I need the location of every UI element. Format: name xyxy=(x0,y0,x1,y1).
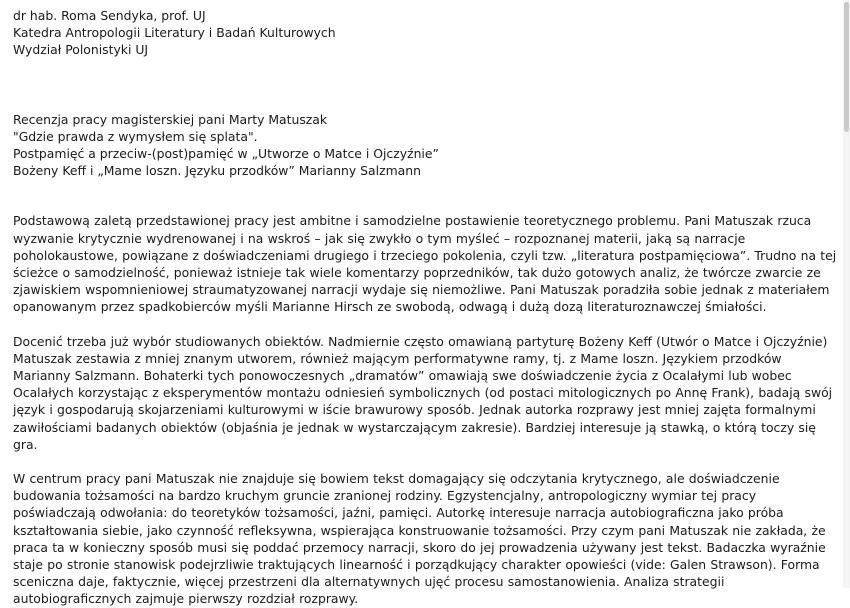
review-title-line-4: Bożeny Keff i „Mame loszn. Języku przodków” Marianny Salzmann xyxy=(13,163,421,179)
review-title-line-3: Postpamięć a przeciw-(post)pamięć w „Utworze o Matce i Ojczyźnie” xyxy=(13,146,439,162)
spacer xyxy=(13,453,838,470)
paragraph-2: Docenić trzeba już wybór studiowanych obiektów. Nadmiernie często omawianą partyturę Bożeny Keff (Utwór o Matce i Ojczyźnie) Matuszak zestawia z mniej znanym utworem, również mającym performatywne ramy, tj. z Mame loszn. Językiem przodków Marianny Salzmann. Bohaterki tych ponowoczesnych „dramatów” omawiają swe doświadczenie życia z Ocalałymi lub wobec Ocalałych korzystając z eksperymentów montażu odniesień symbolicznych (od postaci mitologicznych po Annę Frank), badają swój język i gospodarują skojarzeniami kulturowymi w iście brawurowy sposób. Jednak autorka rozprawy jest mniej zajęta formalnymi zawiłościami badanych obiektów (objaśnia je jednak w wystarczającym zakresie). Bardziej interesuje ją stawką, o którą toczy się gra. xyxy=(13,333,833,452)
review-title-line-2: "Gdzie prawda z wymysłem się splata". xyxy=(13,128,258,144)
scrollbar-thumb[interactable] xyxy=(844,2,849,132)
spacer xyxy=(13,59,838,111)
spacer xyxy=(13,179,838,212)
vertical-scrollbar[interactable] xyxy=(843,0,850,588)
department-line: Katedra Antropologii Literatury i Badań Kulturowych xyxy=(13,25,336,41)
paragraph-3: W centrum pracy pani Matuszak nie znajduje się bowiem tekst domagający się odczytania krytycznego, ale doświadczenie budowania tożsamości na bardzo kruchym gruncie zranionej rodziny. Egzystencjalny, antropologiczny wymiar tej pracy poświadczają odwołania: do teoretyków tożsamości, jaźni, pamięci. Autorkę interesuje narracja autobiograficzna jako próba kształtowania siebie, jako czynność refleksywna, wspierająca konstruowanie tożsamości. Przy czym pani Matuszak nie zakłada, że praca ta w konieczny sposób musi się poddać przemocy narracji, skoro do jej prowadzenia używany jest tekst. Badaczka wyraźnie staje po stronie stanowisk podejrzliwie traktujących linearność i porządkujący charakter opowieści (vide: Galen Strawson). Forma sceniczna daje, faktycznie, więcej przestrzeni dla alternatywnych ujęć procesu samostanowienia. Analiza strategii autobiograficznych zajmuje pierwszy rozdział rozprawy. xyxy=(13,471,826,607)
faculty-line: Wydział Polonistyki UJ xyxy=(13,42,149,58)
document-body xyxy=(13,7,838,608)
paragraph-1: Podstawową zaletą przedstawionej pracy jest ambitne i samodzielne postawienie teoretycznego problemu. Pani Matuszak rzuca wyzwanie krytycznie wydrenowanej i na wskroś – jak się zwykło o tym myśleć – rozpoznanej materii, jaką są narracje poholokaustowe, powiązane z doświadczeniami drugiego i trzeciego pokolenia, czyli tzw. „literatura postpamięciowa”. Trudno na tej ścieżce o samodzielność, ponieważ istnieje tak wiele komentarzy poprzedników, tak dużo gotowych analiz, że twórcze zwarcie ze zjawiskiem wspomnieniowej straumatyzowanej narracji wydaje się niemożliwe. Pani Matuszak poradziła sobie jednak z materiałem opanowanym przez spadkobierców myśli Marianne Hirsch ze swobodą, odwagą i dużą dozą literaturoznawczej śmiałości. xyxy=(13,213,837,315)
author-line: dr hab. Roma Sendyka, prof. UJ xyxy=(13,8,206,23)
review-title-line-1: Recenzja pracy magisterskiej pani Marty Matuszak xyxy=(13,111,328,127)
spacer xyxy=(13,316,838,333)
